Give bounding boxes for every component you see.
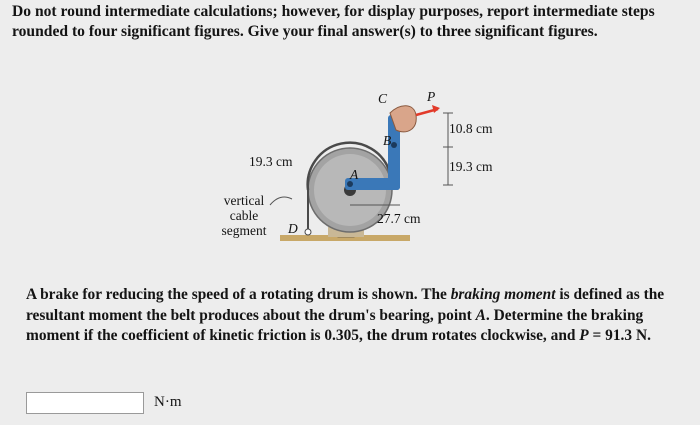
force-symbol: P — [579, 327, 589, 344]
problem-text-2: is defined as the resultant moment the belt produces about the drum's bearing, point — [26, 286, 665, 324]
answer-input[interactable] — [26, 392, 144, 414]
problem-statement — [26, 285, 686, 347]
dim-label-bottom: 27.7 cm — [377, 211, 421, 226]
force-value: = 91.3 N. — [588, 327, 651, 344]
point-symbol: A — [475, 306, 486, 324]
vertical-cable-label: vertical cable segment — [221, 193, 267, 238]
mu-value: 0.305 — [324, 327, 359, 344]
label-C: C — [378, 91, 388, 106]
label-D: D — [288, 221, 298, 236]
dim-label-top-right: 10.8 cm — [449, 121, 493, 136]
anchor-D — [305, 229, 311, 235]
force-arrow-head — [432, 105, 440, 113]
label-A: A — [350, 167, 359, 182]
problem-text-3: . Determine the braking moment if the coefficient of kinetic friction is — [26, 306, 644, 344]
braking-moment-term: braking moment — [450, 286, 556, 303]
answer-unit: N·m — [154, 394, 182, 410]
label-B: B — [383, 133, 392, 148]
problem-text-1: A brake for reducing the speed of a rotating drum is shown. The — [26, 286, 451, 303]
brake-drum-figure — [200, 75, 520, 255]
dim-label-left: 19.3 cm — [249, 154, 293, 169]
instructions-text: Do not round intermediate calculations; however, for display purposes, report intermediate steps rounded to four significant figures. Give your final answer(s) to three significant figures. — [12, 3, 655, 40]
pivot-B — [391, 142, 397, 148]
problem-text-4: , the drum rotates clockwise, and — [358, 327, 580, 344]
label-P: P — [427, 89, 436, 104]
dim-label-right: 19.3 cm — [449, 159, 493, 174]
